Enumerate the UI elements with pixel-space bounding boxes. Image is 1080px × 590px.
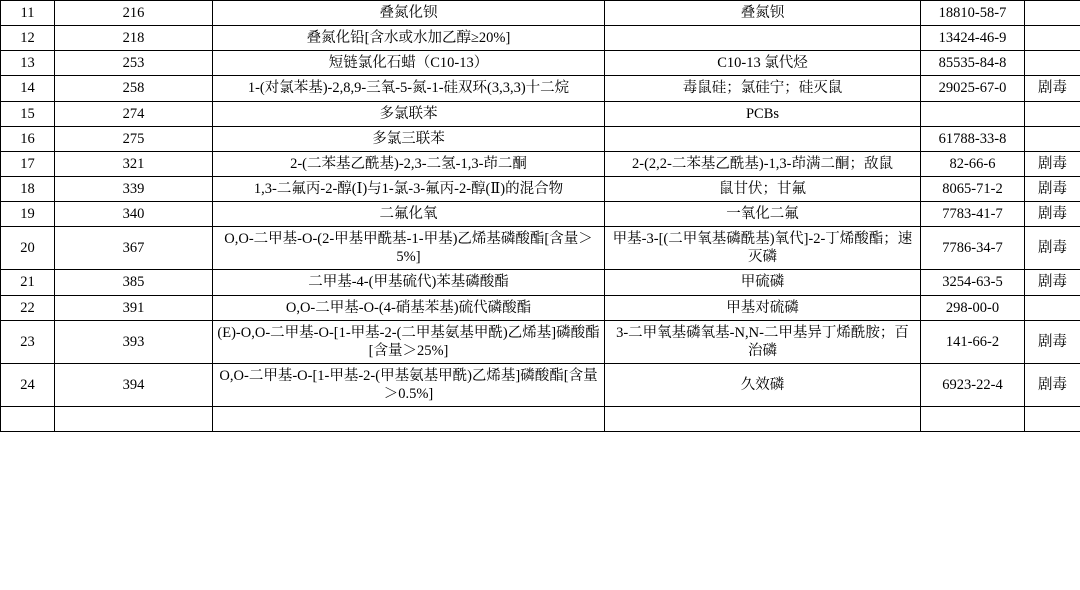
cell-serial-number: 15 — [1, 101, 55, 126]
cell-product-name: 二甲基-4-(甲基硫代)苯基磷酸酯 — [213, 270, 605, 295]
cell-code: 385 — [55, 270, 213, 295]
cell-toxicity — [1025, 26, 1080, 51]
cell-serial-number: 19 — [1, 202, 55, 227]
cell-serial-number: 16 — [1, 126, 55, 151]
cell-toxicity — [1025, 295, 1080, 320]
cell-toxicity — [1025, 1, 1080, 26]
cell-alias: 叠氮钡 — [605, 1, 921, 26]
cell-code: 258 — [55, 76, 213, 101]
table-row — [1, 51, 1080, 76]
cell-toxicity — [1025, 51, 1080, 76]
cell-toxicity: 剧毒 — [1025, 151, 1080, 176]
cell-code: 393 — [55, 320, 213, 363]
cell-toxicity: 剧毒 — [1025, 176, 1080, 201]
cell-cas-number: 141-66-2 — [921, 320, 1025, 363]
cell-alias: 甲基-3-[(二甲氧基磷酰基)氧代]-2-丁烯酸酯；速灭磷 — [605, 227, 921, 270]
cell-toxicity: 剧毒 — [1025, 76, 1080, 101]
cell-serial-number — [1, 407, 55, 432]
cell-code — [55, 407, 213, 432]
cell-code: 216 — [55, 1, 213, 26]
cell-serial-number: 14 — [1, 76, 55, 101]
cell-toxicity — [1025, 407, 1080, 432]
cell-cas-number — [921, 101, 1025, 126]
cell-toxicity: 剧毒 — [1025, 270, 1080, 295]
cell-alias: 2-(2,2-二苯基乙酰基)-1,3-茚满二酮；敌鼠 — [605, 151, 921, 176]
cell-product-name: 1,3-二氟丙-2-醇(Ⅰ)与1-氯-3-氟丙-2-醇(Ⅱ)的混合物 — [213, 176, 605, 201]
cell-alias: 3-二甲氧基磷氧基-N,N-二甲基异丁烯酰胺；百治磷 — [605, 320, 921, 363]
table-row — [1, 320, 1080, 363]
cell-alias: 甲硫磷 — [605, 270, 921, 295]
table-row — [1, 176, 1080, 201]
table-row — [1, 26, 1080, 51]
table-body — [1, 1, 1080, 432]
cell-cas-number: 13424-46-9 — [921, 26, 1025, 51]
cell-code: 218 — [55, 26, 213, 51]
cell-alias: 久效磷 — [605, 363, 921, 406]
cell-serial-number: 13 — [1, 51, 55, 76]
table-row — [1, 151, 1080, 176]
table-row — [1, 295, 1080, 320]
table-row — [1, 101, 1080, 126]
table-row-partial — [1, 407, 1080, 432]
cell-serial-number: 18 — [1, 176, 55, 201]
cell-product-name — [213, 407, 605, 432]
cell-code: 394 — [55, 363, 213, 406]
cell-cas-number: 7783-41-7 — [921, 202, 1025, 227]
cell-code: 340 — [55, 202, 213, 227]
cell-toxicity — [1025, 126, 1080, 151]
cell-code: 391 — [55, 295, 213, 320]
cell-cas-number: 3254-63-5 — [921, 270, 1025, 295]
table-row — [1, 227, 1080, 270]
cell-alias — [605, 126, 921, 151]
cell-toxicity: 剧毒 — [1025, 320, 1080, 363]
cell-product-name: 多氯三联苯 — [213, 126, 605, 151]
cell-toxicity: 剧毒 — [1025, 363, 1080, 406]
cell-cas-number: 29025-67-0 — [921, 76, 1025, 101]
cell-serial-number: 12 — [1, 26, 55, 51]
cell-alias: 一氧化二氟 — [605, 202, 921, 227]
cell-product-name: (E)-O,O-二甲基-O-[1-甲基-2-(二甲基氨基甲酰)乙烯基]磷酸酯[含量＞25%] — [213, 320, 605, 363]
cell-product-name: O,O-二甲基-O-(2-甲基甲酰基-1-甲基)乙烯基磷酸酯[含量＞5%] — [213, 227, 605, 270]
cell-alias: C10-13 氯代烃 — [605, 51, 921, 76]
table-row — [1, 126, 1080, 151]
cell-cas-number: 298-00-0 — [921, 295, 1025, 320]
cell-toxicity: 剧毒 — [1025, 202, 1080, 227]
cell-serial-number: 21 — [1, 270, 55, 295]
cell-alias: 甲基对硫磷 — [605, 295, 921, 320]
cell-alias: 鼠甘伏；甘氟 — [605, 176, 921, 201]
cell-product-name: O,O-二甲基-O-[1-甲基-2-(甲基氨基甲酰)乙烯基]磷酸酯[含量＞0.5%] — [213, 363, 605, 406]
cell-code: 339 — [55, 176, 213, 201]
cell-serial-number: 11 — [1, 1, 55, 26]
cell-cas-number: 85535-84-8 — [921, 51, 1025, 76]
table-row — [1, 202, 1080, 227]
cell-code: 321 — [55, 151, 213, 176]
cell-serial-number: 23 — [1, 320, 55, 363]
cell-alias — [605, 407, 921, 432]
cell-product-name: 1-(对氯苯基)-2,8,9-三氧-5-氮-1-硅双环(3,3,3)十二烷 — [213, 76, 605, 101]
cell-product-name: 短链氯化石蜡（C10-13） — [213, 51, 605, 76]
cell-toxicity — [1025, 101, 1080, 126]
cell-product-name: 叠氮化铅[含水或水加乙醇≥20%] — [213, 26, 605, 51]
cell-serial-number: 24 — [1, 363, 55, 406]
table-row — [1, 1, 1080, 26]
table-row — [1, 270, 1080, 295]
cell-product-name: 2-(二苯基乙酰基)-2,3-二氢-1,3-茚二酮 — [213, 151, 605, 176]
cell-code: 275 — [55, 126, 213, 151]
cell-cas-number: 6923-22-4 — [921, 363, 1025, 406]
cell-product-name: 叠氮化钡 — [213, 1, 605, 26]
cell-alias: PCBs — [605, 101, 921, 126]
cell-code: 253 — [55, 51, 213, 76]
cell-serial-number: 17 — [1, 151, 55, 176]
cell-serial-number: 20 — [1, 227, 55, 270]
cell-code: 367 — [55, 227, 213, 270]
cell-code: 274 — [55, 101, 213, 126]
cell-cas-number — [921, 407, 1025, 432]
cell-product-name: 多氯联苯 — [213, 101, 605, 126]
cell-toxicity: 剧毒 — [1025, 227, 1080, 270]
cell-product-name: 二氟化氧 — [213, 202, 605, 227]
cell-cas-number: 82-66-6 — [921, 151, 1025, 176]
cell-alias — [605, 26, 921, 51]
cell-cas-number: 8065-71-2 — [921, 176, 1025, 201]
cell-alias: 毒鼠硅；氯硅宁；硅灭鼠 — [605, 76, 921, 101]
cell-cas-number: 18810-58-7 — [921, 1, 1025, 26]
table-row — [1, 363, 1080, 406]
cell-cas-number: 7786-34-7 — [921, 227, 1025, 270]
cell-serial-number: 22 — [1, 295, 55, 320]
cell-product-name: O,O-二甲基-O-(4-硝基苯基)硫代磷酸酯 — [213, 295, 605, 320]
cell-cas-number: 61788-33-8 — [921, 126, 1025, 151]
table-row — [1, 76, 1080, 101]
